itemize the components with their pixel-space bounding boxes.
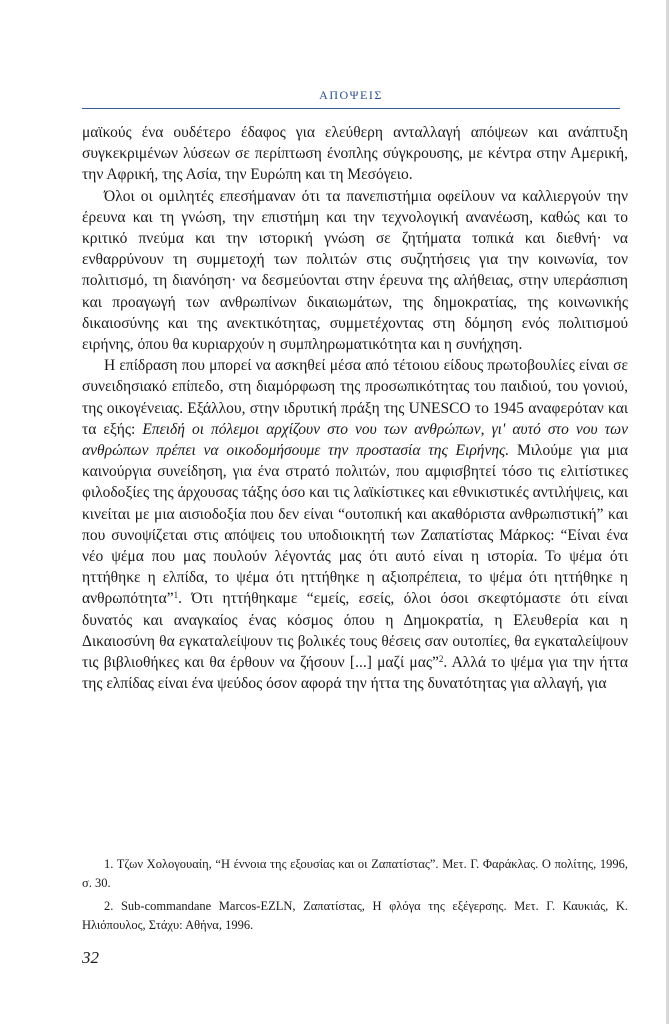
body-text bbox=[82, 122, 628, 694]
paragraph-3-text-b: Μιλούμε για μια καινούργια συνείδηση, για ένα στρατό πολιτών, που αμφισβητεί τόσο τις ελιτίστικες φιλοδοξίες της άρχουσας τάξης όσο και τις λαϊκίστικες και εθνικιστικές αντιλήψεις, και κινείται με μια αισιοδοξία που δεν είναι “ουτοπική και ακαθόριστα ανθρωπιστική” και που συνοψίζεται στις απόψεις του υποδιοικητή των Ζαπατίστας Μάρκος: “Είναι ένα νέο ψέμα που μας πουλούν λέγοντάς μας ότι αυτό είναι η ιστορία. Το ψέμα ότι ηττήθηκε η ελπίδα, το ψέμα ότι ηττήθηκε η αξιοπρέπεια, το ψέμα ότι ηττήθηκε η ανθρωπότητα” bbox=[82, 442, 628, 608]
footnote-ref-1: 1 bbox=[173, 590, 179, 601]
running-head: ΑΠΟΨΕΙΣ bbox=[319, 88, 383, 102]
page-number: 32 bbox=[82, 948, 99, 967]
footnote-1: 1. Τζων Χολογουαίη, “Η έννοια της εξουσίας και οι Ζαπατίστας”. Μετ. Γ. Φαράκλας. Ο πολίτης, 1996, σ. 30. bbox=[82, 857, 628, 890]
footnotes bbox=[82, 855, 628, 939]
paragraph-2: Όλοι οι ομιλητές επεσήμαναν ότι τα πανεπιστήμια οφείλουν να καλλιεργούν την έρευνα και τη γνώση, την επιστήμη και την τεχνολογική ανανέωση, καθώς και το κριτικό πνεύμα και την ιστορική γνώση σε ζητήματα τοπικά και διεθνή· να ενθαρρύνουν τη συμμετοχή των πολιτών στις συζητήσεις για την κοινωνία, τον πολιτισμό, τη διανόηση· να δεσμεύονται στην έρευνα της αλήθειας, στην υπεράσπιση και προαγωγή των ανθρωπίνων δικαιωμάτων, της δημοκρατίας, της κοινωνικής δικαιοσύνης και της ανεκτικότητας, συμμετέχοντας στη δόμηση ενός πολιτισμού ειρήνης, όπου θα κυριαρχούν η συμπληρωματικότητα και η συνήχηση. bbox=[82, 187, 628, 354]
paragraph-3-text-a: Η επίδραση που μπορεί να ασκηθεί μέσα από τέτοιου είδους πρωτοβουλίες είναι σε συνειδησιακό επίπεδο, στη διαμόρφωση της προσωπικότητας του παιδιού, του γονιού, της οικογένειας. Εξάλλου, στην ιδρυτική πράξη της UNESCO το 1945 αναφερόταν και τα εξής: bbox=[82, 357, 628, 438]
paragraph-3-text-d: . Αλλά το ψέμα για την ήττα της ελπίδας είναι ένα ψεύδος όσον αφορά την ήττα της δυνατότητας για αλλαγή, για bbox=[82, 654, 629, 693]
paragraph-1: μαϊκούς ένα ουδέτερο έδαφος για ελεύθερη ανταλλαγή απόψεων και ανάπτυξη συγκεκριμένων λύσεων σε περίπτωση ένοπλης σύγκρουσης, με κέντρα στην Αμερική, την Αφρική, της Ασία, την Ευρώπη και τη Μεσόγειο. bbox=[82, 124, 628, 184]
unesco-quote: Επειδή οι πόλεμοι αρχίζουν στο νου των ανθρώπων, γι' αυτό στο νου των ανθρώπων πρέπει να οικοδομήσουμε την προστασία της Ειρήνης. bbox=[82, 420, 628, 460]
paragraph-3 bbox=[82, 355, 628, 694]
footnote-ref-2: 2 bbox=[438, 654, 444, 665]
paragraph-3-text-c: . Ότι ηττήθηκαμε “εμείς, εσείς, όλοι όσοι σκεφτόμαστε ότι είναι δυνατός και αναγκαίος ένας κόσμος όπου η Δημοκρατία, η Ελευθερία και η Δικαιοσύνη θα εγκαταλείψουν τις βολικές τους θέσεις σαν ουτοπίες, θα εγκαταλείψουν τις βιβλιοθήκες και θα έρθουν να ζήσουν [...] μαζί μας” bbox=[82, 590, 628, 672]
footnote-2: 2. Sub-commandane Marcos-EZLN, Ζαπατίστας, Η φλόγα της εξέγερσης. Μετ. Γ. Καυκιάς, Κ. Ηλιόπουλος, Στάχυ: Αθήνα, 1996. bbox=[82, 899, 628, 932]
header-rule bbox=[82, 108, 620, 109]
